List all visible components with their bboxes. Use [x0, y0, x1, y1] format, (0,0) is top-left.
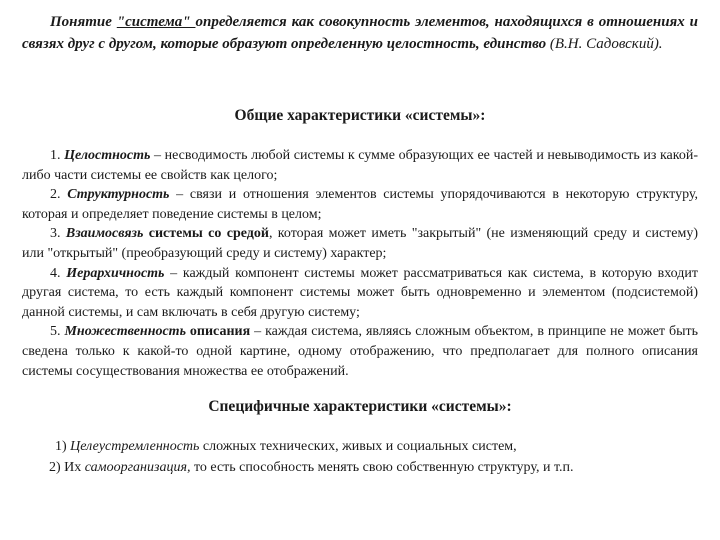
item-term: Множественность — [64, 324, 186, 340]
intro-term: "система" — [116, 14, 196, 30]
item-number: 1. — [50, 148, 65, 163]
item-term-suffix: системы со средой — [143, 226, 269, 242]
item-number: 2. — [50, 187, 68, 203]
list-item — [22, 185, 698, 224]
item-text: каждая система, являясь сложным объектом, в принципе не может быть сведена только к какой-то одной картине, одному отображению, что предполагает для полного описания системы сосуществования множества ее отображений. — [22, 324, 699, 379]
item-text: связи и отношения элементов системы упорядочиваются в некоторую структуру, которая и определяет поведение системы в целом; — [22, 187, 699, 222]
item-term: Целостность — [64, 148, 151, 163]
list-item — [22, 146, 698, 185]
item-term: Структурность — [67, 187, 170, 203]
item-term: самоорганизация, — [84, 460, 191, 475]
item-number: 2) — [49, 460, 65, 475]
list-item — [22, 457, 698, 478]
list-item — [22, 436, 698, 457]
intro-author: (В.Н. Садовский). — [549, 35, 663, 52]
intro-paragraph — [22, 12, 698, 55]
item-term-suffix: описания — [185, 324, 251, 340]
item-text: каждый компонент системы может рассматриваться как система, в которую входит другая система, то есть каждый компонент системы может быть одновременно и элементом (подсистемой) данной системы, и сам включать в себя другую систему; — [22, 265, 699, 320]
item-separator: – — [150, 148, 165, 163]
list-item — [22, 224, 698, 263]
specific-heading: Специфичные характеристики «системы»: — [208, 398, 512, 415]
item-text: несводимость любой системы к сумме образующих ее частей и невыводимость из какой-либо части системы ее свойств как целого; — [22, 148, 699, 183]
item-term: Иерархичность — [66, 265, 165, 281]
general-list — [22, 146, 698, 381]
item-text: то есть способность менять свою собственную структуру, и т.п. — [190, 460, 574, 475]
item-term: Целеустремленность — [70, 439, 200, 454]
general-heading: Общие характеристики «системы»: — [234, 107, 486, 124]
list-item — [22, 264, 698, 323]
intro-body: определяется как совокупность элементов, находящихся в отношениях и связях друг с другом, которые образуют определенную целостность, единство — [22, 14, 698, 52]
item-prefix: Их — [64, 460, 85, 475]
item-separator: – — [169, 187, 190, 203]
item-text: которая может иметь "закрытый" (не изменяющий среду и систему) или "открытый" (преобразующий среду и систему) характер; — [22, 226, 699, 261]
item-separator: – — [250, 324, 266, 340]
specific-list — [22, 436, 698, 478]
item-number: 1) — [55, 439, 71, 454]
item-separator: , — [268, 226, 278, 242]
item-number: 4. — [50, 265, 67, 281]
item-term: Взаимосвязь — [65, 226, 144, 242]
item-text: сложных технических, живых и социальных систем, — [199, 439, 517, 454]
list-item — [22, 322, 698, 381]
item-separator: – — [164, 265, 183, 281]
item-number: 5. — [50, 324, 65, 340]
item-number: 3. — [50, 226, 66, 242]
intro-lead: Понятие — [50, 14, 117, 30]
